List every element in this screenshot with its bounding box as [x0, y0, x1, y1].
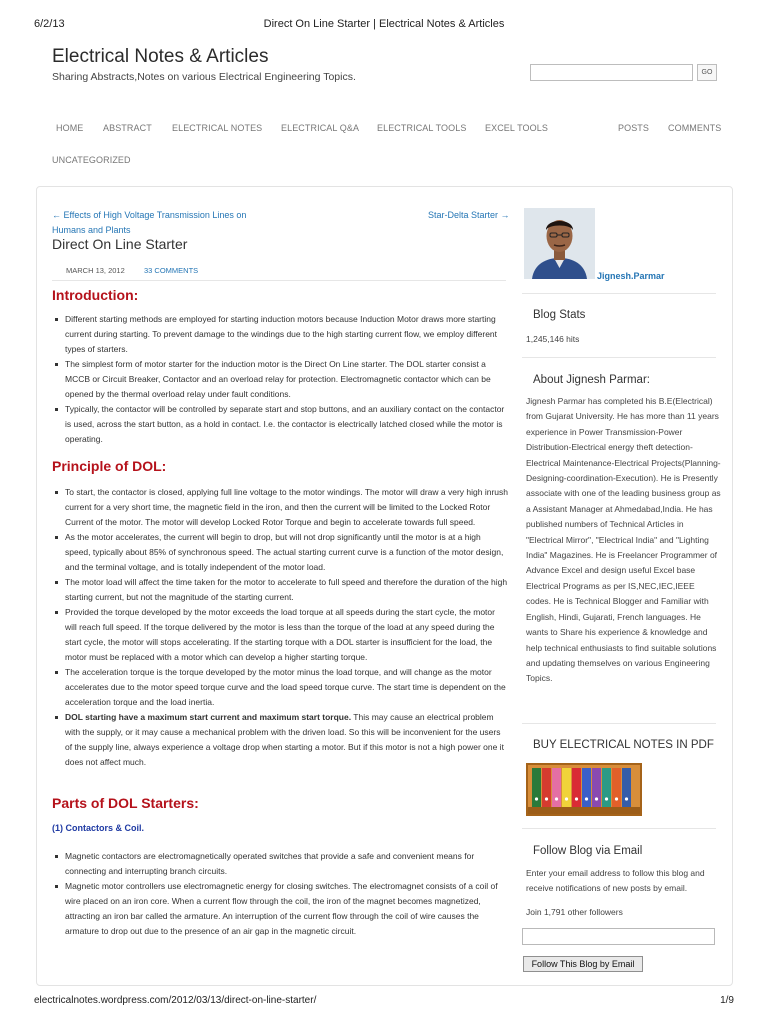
buy-pdf-heading: BUY ELECTRICAL NOTES IN PDF [533, 739, 714, 751]
books-icon [528, 765, 640, 814]
list-item: The motor load will affect the time taken for the motor to accelerate to full speed and therefore the duration of the high starting current, but not the magnitude of the starting current. [52, 575, 508, 605]
principle-heading: Principle of DOL: [52, 458, 167, 474]
nav-excel-tools[interactable]: EXCEL TOOLS [485, 123, 548, 133]
print-page-number: 1/9 [720, 995, 734, 1006]
nav-posts[interactable]: POSTS [618, 123, 650, 133]
followers-count: Join 1,791 other followers [526, 907, 623, 917]
parts-list [52, 849, 508, 939]
list-item: The acceleration torque is the torque developed by the motor minus the load torque, and will change as the motor accelerates due to the motor speed torque curve and the load speed torque curve. The start time is dependent on the acceleration torque and the load inertia. [52, 665, 508, 710]
parts-heading: Parts of DOL Starters: [52, 795, 199, 811]
list-item: The simplest form of motor starter for the induction motor is the Direct On Line starter. The DOL starter consist a MCCB or Circuit Breaker, Contactor and an overload relay for protection. Electromagnetic contactor which can be opened by the thermal overload relay under fault conditions. [52, 357, 508, 402]
paragraph-text: This may cause an electrical problem with the supply, or it may cause a mechanical problem with the driven load. So this will be inconvenient for the users of the supply line, always experience a voltage drop when starting a motor. But if this motor is not a high power one it does not affect much. [65, 712, 504, 767]
nav-abstract[interactable]: ABSTRACT [103, 123, 152, 133]
author-name-link[interactable]: Jignesh.Parmar [597, 271, 665, 281]
previous-post-link[interactable]: ← Effects of High Voltage Transmission Lines on Humans and Plants [52, 210, 247, 235]
list-item: Magnetic contactors are electromagnetically operated switches that provide a safe and convenient means for connecting and interrupting branch circuits. [52, 849, 508, 879]
next-post-link[interactable]: Star-Delta Starter → [428, 210, 510, 220]
meta-divider [52, 280, 506, 281]
author-avatar[interactable] [524, 208, 595, 279]
search-go-button[interactable]: GO [697, 64, 717, 81]
sidebar-divider [522, 293, 716, 294]
print-document-title: Direct On Line Starter | Electrical Notes & Articles [263, 18, 505, 30]
about-text: Jignesh Parmar has completed his B.E(Electrical) from Gujarat University. He has more than 11 years experience in Power Transmission-Power Distribution-Electrical energy theft detection-Electrical Maintenance-Electrical Projects(Planning-Designing-coordination-Execution). He is Presently associate with one of the leading business group as a Assistant Manager at Ahmedabad,India. He has published numbers of Technical Articles in "Electrical Mirror", "Electrical India" and "Lighting India" Magazines. He is Freelancer Programmer of Advance Excel and design useful Excel base Electrical Programs as per IS,NEC,IEC,IEEE codes. He is Technical Blogger and Familiar with English, Hindi, Gujarati, French languages. He wants to Share his experience & knowledge and help technical enthusiasts to find suitable solutions and updating themselves on various Engineering Topics. [526, 396, 721, 684]
post-title: Direct On Line Starter [52, 236, 188, 252]
sidebar-divider [522, 723, 716, 724]
post-comments-link[interactable]: 33 COMMENTS [144, 266, 199, 275]
print-url: electricalnotes.wordpress.com/2012/03/13/direct-on-line-starter/ [34, 995, 317, 1006]
print-date: 6/2/13 [34, 18, 65, 30]
site-title[interactable]: Electrical Notes & Articles [52, 46, 269, 67]
about-heading: About Jignesh Parmar: [533, 374, 650, 386]
contactors-subheading: (1) Contactors & Coil. [52, 823, 145, 833]
follow-description: Enter your email address to follow this blog and receive notifications of new posts by email. [526, 868, 705, 894]
introduction-heading: Introduction: [52, 287, 139, 303]
post-date[interactable]: MARCH 13, 2012 [66, 266, 125, 275]
nav-uncategorized[interactable]: UNCATEGORIZED [52, 155, 131, 165]
nav-electrical-tools[interactable]: ELECTRICAL TOOLS [377, 123, 467, 133]
bold-text: DOL starting have a maximum start current and maximum start torque. [65, 712, 352, 722]
author-photo-icon [524, 208, 595, 279]
nav-electrical-qa[interactable]: ELECTRICAL Q&A [281, 123, 360, 133]
list-item: As the motor accelerates, the current will begin to drop, but will not drop significantly until the motor is at a high speed, typically about 85% of synchronous speed. The actual starting current curve is a function of the motor design, and the terminal voltage, and is totally independent of the motor load. [52, 530, 508, 575]
email-input[interactable] [522, 928, 715, 945]
print-footer [34, 995, 734, 1009]
list-item: Provided the torque developed by the motor exceeds the load torque at all speeds during the start cycle, the motor will reach full speed. If the torque delivered by the motor is less than the torque of the load at any speed during the start cycle, the motor will stops accelerating. If the starting torque with a DOL starter is insufficient for the load, the motor must be replaced with a motor which can develop a higher starting torque. [52, 605, 508, 665]
list-item [52, 710, 508, 770]
site-description: Sharing Abstracts,Notes on various Electrical Engineering Topics. [52, 71, 356, 83]
principle-list [52, 485, 508, 770]
follow-blog-button[interactable]: Follow This Blog by Email [523, 956, 643, 972]
list-item: Different starting methods are employed for starting induction motors because Induction Motor draws more starting current during starting. To prevent damage to the windings due to the high starting current flow, we employ different types of starters. [52, 312, 508, 357]
blog-stats-heading: Blog Stats [533, 309, 586, 321]
blog-stats-hits: 1,245,146 hits [526, 334, 580, 344]
nav-comments[interactable]: COMMENTS [668, 123, 722, 133]
list-item: Typically, the contactor will be controlled by separate start and stop buttons, and an auxiliary contact on the contactor is used, across the start button, as a hold in contact. I.e. the contactor is electrically latched closed while the motor is operating. [52, 402, 508, 447]
search-input[interactable] [530, 64, 693, 81]
print-header [34, 18, 734, 32]
list-item: To start, the contactor is closed, applying full line voltage to the motor windings. The motor will draw a very high inrush current for a very short time, the magnetic field in the iron, and then the current will be limited to the Locked Rotor Current of the motor. The motor will develop Locked Rotor Torque and begin to accelerate towards full speed. [52, 485, 508, 530]
list-item: Magnetic motor controllers use electromagnetic energy for closing switches. The electromagnet consists of a coil of wire placed on an iron core. When a current flow through the coil, the iron of the magnet becomes magnetized, attracting an iron bar called the armature. An interruption of the current flow through the coil of wire causes the armature to drop out due to the presence of an air gap in the magnetic circuit. [52, 879, 508, 939]
introduction-list [52, 312, 508, 447]
follow-heading: Follow Blog via Email [533, 845, 643, 857]
sidebar-divider [522, 357, 716, 358]
sidebar-divider [522, 828, 716, 829]
nav-home[interactable]: HOME [56, 123, 84, 133]
books-image[interactable] [526, 763, 642, 816]
nav-electrical-notes[interactable]: ELECTRICAL NOTES [172, 123, 263, 133]
